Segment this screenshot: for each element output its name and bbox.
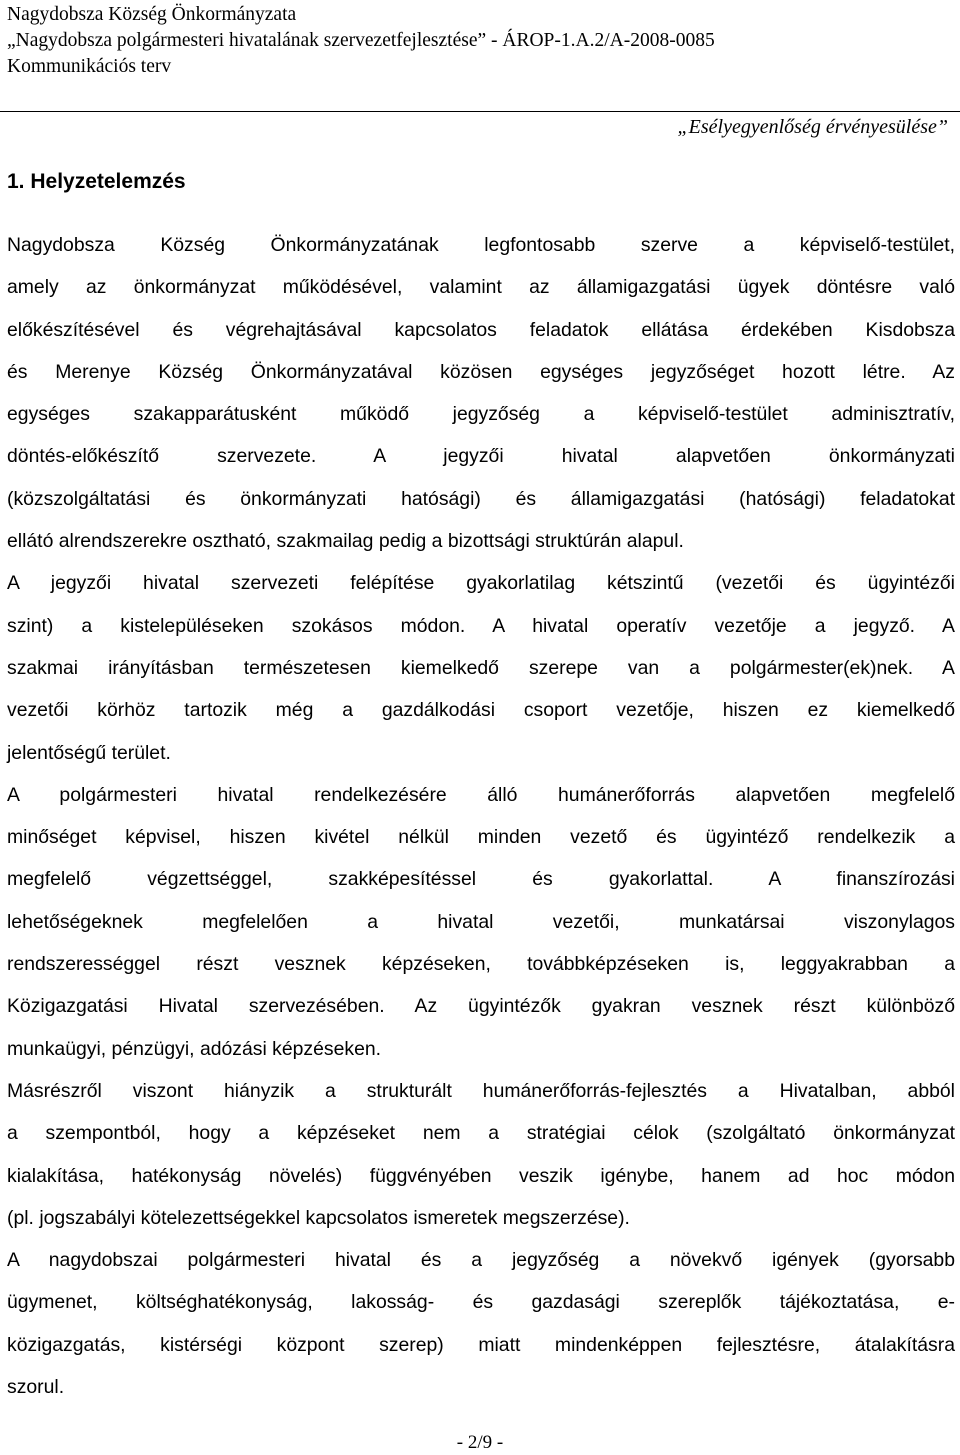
body-line: amely az önkormányzat működésével, valamint az államigazgatási ügyek döntésre való <box>7 276 955 299</box>
header-motto: „Esélyegyenlőség érvényesülése” <box>677 116 948 138</box>
body-line: (közszolgáltatási és önkormányzati hatósági) és államigazgatási (hatósági) feladatokat <box>7 487 955 510</box>
body-line: közigazgatás, kistérségi központ szerep) miatt mindenképpen fejlesztésre, átalakításra <box>7 1333 955 1356</box>
body-line: ellátó alrendszerekre osztható, szakmailag pedig a bizottsági struktúrán alapul. <box>7 530 684 553</box>
body-line: szorul. <box>7 1376 65 1399</box>
body-line: döntés-előkészítő szervezete. A jegyzői hivatal alapvetően önkormányzati <box>7 445 955 468</box>
body-line: A jegyzői hivatal szervezeti felépítése gyakorlatilag kétszintű (vezetői és ügyintézői <box>7 572 955 595</box>
body-line: Közigazgatási Hivatal szervezésében. Az ügyintézők gyakran vesznek részt különböző <box>7 995 955 1018</box>
body-line: és Merenye Község Önkormányzatával közösen egységes jegyzőséget hozott létre. Az <box>7 360 955 383</box>
section-body <box>7 224 955 1408</box>
document-header <box>7 2 715 80</box>
body-line: a szempontból, hogy a képzéseket nem a stratégiai célok (szolgáltató önkormányzat <box>7 1122 955 1145</box>
header-divider <box>0 111 960 112</box>
body-line: megfelelő végzettséggel, szakképesítéssel és gyakorlattal. A finanszírozási <box>7 868 955 891</box>
body-line: A nagydobszai polgármesteri hivatal és a jegyzőség a növekvő igények (gyorsabb <box>7 1249 955 1272</box>
body-line: szint) a kistelepüléseken szokásos módon. A hivatal operatív vezetője a jegyző. A <box>7 614 955 637</box>
body-line: lehetőségeknek megfelelően a hivatal vezetői, munkatársai viszonylagos <box>7 910 955 933</box>
body-line: szakmai irányításban természetesen kiemelkedő szerepe van a polgármester(ek)nek. A <box>7 656 955 679</box>
body-line: vezetői körhöz tartozik még a gazdálkodási csoport vezetője, hiszen ez kiemelkedő <box>7 699 955 722</box>
header-document-type: Kommunikációs terv <box>7 56 172 77</box>
header-project-title: „Nagydobsza polgármesteri hivatalának szervezetfejlesztése” - ÁROP-1.A.2/A-2008-0085 <box>7 30 715 51</box>
body-line: (pl. jogszabályi kötelezettségekkel kapcsolatos ismeretek megszerzése). <box>7 1206 630 1229</box>
body-line: előkészítésével és végrehajtásával kapcsolatos feladatok ellátása érdekében Kisdobsza <box>7 318 955 341</box>
body-line: jelentőségű terület. <box>7 741 171 764</box>
header-organization: Nagydobsza Község Önkormányzata <box>7 4 297 25</box>
body-line: egységes szakapparátusként működő jegyzőség a képviselő-testület adminisztratív, <box>7 403 955 426</box>
body-line: ügymenet, költséghatékonyság, lakosság- és gazdasági szereplők tájékoztatása, e- <box>7 1291 955 1314</box>
body-line: Másrészről viszont hiányzik a strukturált humánerőforrás-fejlesztés a Hivatalban, abból <box>7 1079 955 1102</box>
section-heading: 1. Helyzetelemzés <box>7 170 186 193</box>
body-line: minőséget képvisel, hiszen kivétel nélkül minden vezető és ügyintéző rendelkezik a <box>7 826 955 849</box>
body-line: A polgármesteri hivatal rendelkezésére álló humánerőforrás alapvetően megfelelő <box>7 783 955 806</box>
body-line: rendszerességgel részt vesznek képzéseken, továbbképzéseken is, leggyakrabban a <box>7 953 955 976</box>
page-number: - 2/9 - <box>456 1432 504 1453</box>
body-line: Nagydobsza Község Önkormányzatának legfontosabb szerve a képviselő-testület, <box>7 234 955 256</box>
body-line: munkaügyi, pénzügyi, adózási képzéseken. <box>7 1037 382 1060</box>
body-line: kialakítása, hatékonyság növelés) függvényében veszik igénybe, hanem ad hoc módon <box>7 1164 955 1187</box>
